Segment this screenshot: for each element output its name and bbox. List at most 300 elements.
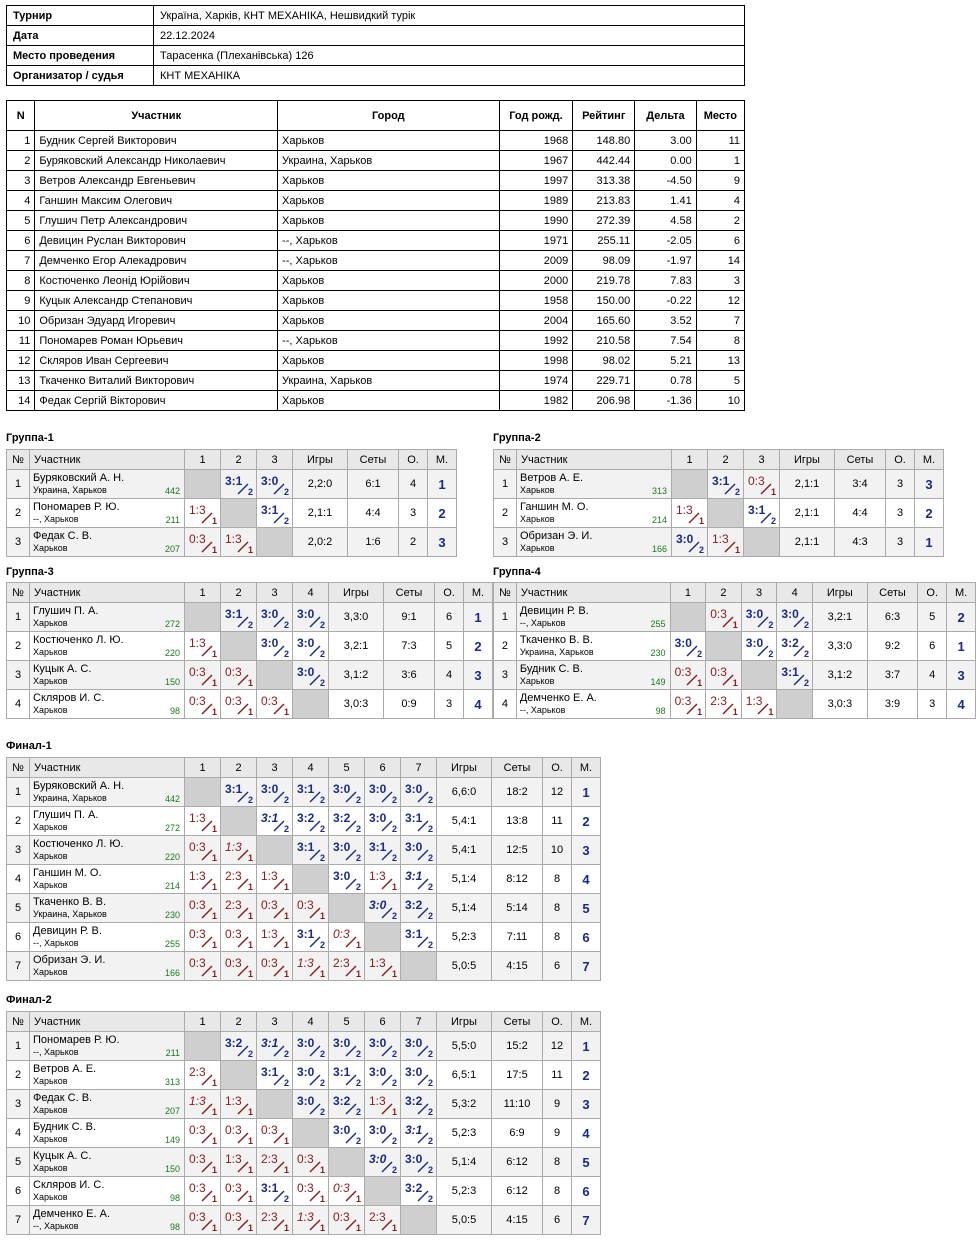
result-points: 2 [427, 1049, 433, 1059]
grid-result-cell [706, 690, 742, 719]
result [221, 836, 256, 864]
player-city: Украина, Харьков [33, 909, 107, 919]
result-points: 2 [391, 853, 397, 863]
result-points: 2 [355, 824, 361, 834]
grid-result-cell [185, 865, 221, 894]
participant-cell: 6 [7, 231, 35, 251]
grid-sets: 9:2 [867, 632, 918, 661]
result-points: 1 [319, 1194, 325, 1204]
result-score: 0:3 [189, 1210, 206, 1224]
result-score: 3:0 [297, 1094, 315, 1108]
grid-result-cell [329, 1119, 365, 1148]
result [329, 865, 364, 893]
grid-player-no: 3 [7, 661, 30, 690]
grid-result-cell [221, 923, 257, 952]
result [257, 1206, 292, 1234]
place-value: 2 [474, 638, 482, 654]
grid-player-cell [30, 836, 185, 865]
grid-header-opponent: 2 [221, 758, 257, 778]
result-points: 2 [804, 620, 810, 630]
result-points: 1 [247, 1194, 253, 1204]
grid-points: 10 [543, 836, 572, 865]
participant-row [7, 371, 745, 391]
result [185, 923, 220, 951]
result-score: 1:3 [261, 869, 278, 883]
grid-player-no: 4 [7, 1119, 30, 1148]
player-name: Ветров А. Е. [520, 472, 584, 484]
participant-cell: 229.71 [573, 371, 635, 391]
result [185, 1206, 220, 1234]
grid-sets: 0:9 [384, 690, 435, 719]
grid-header-row [7, 583, 493, 603]
grid-header-opponent: 1 [185, 450, 221, 470]
info-row [7, 26, 745, 46]
result-points: 1 [768, 707, 774, 717]
grid-place [428, 528, 457, 557]
grid-player-no: 1 [494, 603, 517, 632]
result-score: 3:1 [261, 1065, 279, 1079]
result-points: 2 [319, 824, 325, 834]
player-city: Харьков [33, 880, 68, 890]
grid-result-cell [365, 1090, 401, 1119]
grid-diagonal-cell [329, 1148, 365, 1177]
participant-cell: Харьков [278, 311, 500, 331]
result-points: 2 [283, 1194, 289, 1204]
player-name: Ткаченко В. В. [33, 896, 107, 908]
result-score: 0:3 [333, 1210, 350, 1224]
grid-diagonal-cell [257, 528, 293, 557]
grid-player-no: 2 [494, 499, 517, 528]
grid-result-cell [365, 952, 401, 981]
result-score: 3:2 [405, 1181, 423, 1195]
player-name: Куцык А. С. [33, 663, 92, 675]
result-points: 2 [247, 487, 253, 497]
result [777, 603, 812, 631]
grid-sets: 3:6 [384, 661, 435, 690]
result-points: 1 [211, 516, 217, 526]
result-score: 0:3 [748, 474, 765, 488]
grid-result-cell [401, 923, 437, 952]
result-score: 3:0 [369, 1123, 387, 1137]
result-score: 0:3 [189, 1152, 206, 1166]
grid-player-no: 7 [7, 1206, 30, 1235]
grid-header-opponent: 4 [293, 1012, 329, 1032]
place-value: 3 [582, 1096, 590, 1112]
grid-player-no: 3 [7, 1090, 30, 1119]
grid-sets: 6:3 [867, 603, 918, 632]
result-points: 2 [319, 678, 325, 688]
result-points: 2 [247, 795, 253, 805]
player-name: Буряковский А. Н. [33, 780, 125, 792]
grid-result-cell [293, 1061, 329, 1090]
participant-cell: 2 [696, 211, 744, 231]
place-value: 3 [582, 842, 590, 858]
result-points: 2 [391, 795, 397, 805]
player-name: Буряковский А. Н. [33, 472, 125, 484]
result [401, 1061, 436, 1089]
grid-points: 8 [543, 1177, 572, 1206]
place-value: 1 [957, 638, 965, 654]
grid-header-opponent: 3 [257, 583, 293, 603]
result-score: 3:1 [405, 811, 423, 825]
grid-result-cell [185, 499, 221, 528]
participant-cell: 213.83 [573, 191, 635, 211]
grid-games: 5,3:2 [437, 1090, 492, 1119]
result-points: 1 [247, 911, 253, 921]
result-points: 2 [427, 824, 433, 834]
participant-cell: 10 [696, 391, 744, 411]
grid-player-row [494, 528, 944, 557]
info-value: Україна, Харків, КНТ МЕХАНІКА, Нешвидкий турік [154, 6, 745, 26]
result-points: 2 [427, 1107, 433, 1117]
grid-player-cell [30, 894, 185, 923]
result [365, 1119, 400, 1147]
result-points: 2 [319, 940, 325, 950]
grid-result-cell [401, 1148, 437, 1177]
player-rating: 207 [164, 544, 180, 554]
grid-result-cell [221, 1090, 257, 1119]
grid-player-cell [30, 499, 185, 528]
grid-points: 4 [435, 661, 464, 690]
grid-player-row [7, 528, 457, 557]
result [329, 1119, 364, 1147]
player-rating: 230 [650, 648, 666, 658]
grid-result-cell [293, 778, 329, 807]
result [257, 952, 292, 980]
participant-cell: 272.39 [573, 211, 635, 231]
grid-place [947, 690, 976, 719]
place-value: 3 [957, 667, 965, 683]
grid-games: 5,4:1 [437, 836, 492, 865]
grid-diagonal-cell [185, 603, 221, 632]
grid-player-row [7, 1148, 601, 1177]
result-points: 2 [247, 1049, 253, 1059]
participant-cell: Скляров Иван Сергеевич [35, 351, 278, 371]
result-score: 1:3 [676, 503, 693, 517]
result [365, 778, 400, 806]
participant-cell: 14 [7, 391, 35, 411]
grid-diagonal-cell [706, 632, 742, 661]
grid-diagonal-cell [293, 865, 329, 894]
result-score: 1:3 [369, 869, 386, 883]
participants-header: N [7, 101, 35, 131]
result [401, 1119, 436, 1147]
result [257, 690, 292, 718]
result-points: 1 [697, 707, 703, 717]
grid-result-cell [741, 690, 777, 719]
grid-result-cell [293, 1032, 329, 1061]
grid-header-row [7, 1012, 601, 1032]
group-title: Группа-4 [493, 566, 541, 578]
grid-player-cell [30, 470, 185, 499]
participant-cell: 0.00 [635, 151, 697, 171]
grid-result-cell [670, 661, 706, 690]
result-score: 1:3 [745, 694, 763, 708]
result [293, 1148, 328, 1176]
player-rating: 211 [165, 1048, 180, 1058]
participant-cell: 1989 [499, 191, 573, 211]
result [185, 807, 220, 835]
player-city: Харьков [519, 676, 555, 686]
result-points: 1 [247, 882, 253, 892]
result [401, 923, 436, 951]
participant-cell: Будник Сергей Викторович [35, 131, 278, 151]
grid-header-opponent: 3 [744, 450, 780, 470]
info-row [7, 66, 745, 86]
player-rating: 230 [164, 910, 180, 920]
grid-place [572, 1206, 601, 1235]
result-score: 0:3 [261, 956, 278, 970]
result [365, 807, 400, 835]
grid-place [572, 952, 601, 981]
grid-header-games: Игры [813, 583, 868, 603]
grid-sets: 17:5 [492, 1061, 543, 1090]
result-score: 3:0 [333, 869, 351, 883]
grid-place [915, 470, 944, 499]
grid-points: 3 [399, 499, 428, 528]
participant-cell: 7.83 [635, 271, 697, 291]
place-value: 4 [582, 1125, 590, 1141]
grid-result-cell [185, 632, 221, 661]
result-score: 1:3 [189, 636, 206, 650]
result-points: 2 [391, 1049, 397, 1059]
result [329, 1177, 364, 1205]
grid-result-cell [365, 1206, 401, 1235]
result-points: 2 [734, 487, 740, 497]
result-points: 1 [283, 1223, 289, 1233]
result-score: 0:3 [297, 1181, 314, 1195]
result [329, 952, 364, 980]
result [185, 661, 220, 689]
result-score: 0:3 [225, 927, 242, 941]
grid-result-cell [257, 470, 293, 499]
grid-place [915, 499, 944, 528]
result-score: 3:0 [676, 532, 694, 546]
grid-result-cell [744, 470, 780, 499]
result-points: 2 [355, 1078, 361, 1088]
grid-result-cell [293, 952, 329, 981]
result-score: 3:0 [369, 1152, 387, 1166]
grid-diagonal-cell [221, 632, 257, 661]
result [257, 1119, 292, 1147]
grid-points: 8 [543, 865, 572, 894]
participant-cell: Обризан Эдуард Игоревич [35, 311, 278, 331]
grid-games: 6,5:1 [437, 1061, 492, 1090]
grid-result-cell [257, 865, 293, 894]
result-score: 3:0 [261, 607, 279, 621]
result-score: 0:3 [297, 1152, 314, 1166]
result-score: 3:1 [225, 474, 243, 488]
grid-result-cell [185, 1090, 221, 1119]
grid-player-row [7, 778, 601, 807]
grid-player-cell [30, 603, 185, 632]
participants-table [6, 100, 745, 411]
grid-header-no: № [494, 583, 517, 603]
player-rating: 220 [164, 852, 180, 862]
grid-place [572, 894, 601, 923]
grid-diagonal-cell [185, 1032, 221, 1061]
result [257, 778, 292, 806]
grid-points: 9 [543, 1119, 572, 1148]
result-score: 3:0 [333, 1036, 351, 1050]
participant-row [7, 211, 745, 231]
grid-place [464, 661, 493, 690]
grid-games: 5,0:5 [437, 952, 492, 981]
participant-row [7, 311, 745, 331]
grid-sets: 5:14 [492, 894, 543, 923]
grid-result-cell [672, 528, 708, 557]
grid-diagonal-cell [185, 778, 221, 807]
grid-points: 6 [543, 952, 572, 981]
grid-header-opponent: 2 [221, 450, 257, 470]
result-points: 1 [247, 1136, 253, 1146]
grid-games: 3,0:3 [329, 690, 384, 719]
grid-result-cell [257, 778, 293, 807]
grid-result-cell [221, 470, 257, 499]
player-rating: 313 [164, 1077, 180, 1087]
result-score: 3:0 [405, 840, 423, 854]
grid-result-cell [401, 1177, 437, 1206]
grid-player-no: 7 [7, 952, 30, 981]
grid-points: 3 [886, 470, 915, 499]
result-score: 3:0 [297, 607, 315, 621]
participants-header: Год рожд. [499, 101, 573, 131]
player-name: Ганшин М. О. [33, 867, 102, 879]
result [401, 1090, 436, 1118]
result-score: 1:3 [189, 811, 206, 825]
result-score: 2:3 [189, 1065, 206, 1079]
grid-result-cell [257, 807, 293, 836]
grid-player-cell [30, 865, 185, 894]
result-points: 2 [319, 795, 325, 805]
grid-header-sets: Сеты [835, 450, 886, 470]
result-score: 0:3 [674, 665, 692, 679]
player-rating: 98 [169, 1222, 180, 1232]
grid-player-cell [30, 923, 185, 952]
result-score: 3:2 [781, 636, 799, 650]
result [329, 1061, 364, 1089]
result [221, 603, 256, 631]
grid-diagonal-cell [221, 807, 257, 836]
grid-result-cell [401, 865, 437, 894]
grid-place [572, 865, 601, 894]
place-value: 4 [474, 696, 482, 712]
player-rating: 207 [164, 1106, 180, 1116]
participant-cell: 7.54 [635, 331, 697, 351]
participant-cell: -2.05 [635, 231, 697, 251]
player-rating: 98 [169, 706, 180, 716]
grid-games: 5,4:1 [437, 807, 492, 836]
result-points: 2 [247, 620, 253, 630]
result-points: 1 [211, 969, 217, 979]
result [777, 661, 812, 689]
result [365, 1206, 400, 1234]
participant-cell: -1.36 [635, 391, 697, 411]
result-score: 0:3 [297, 898, 314, 912]
grid-result-cell [257, 894, 293, 923]
group-title: Группа-2 [493, 432, 541, 444]
grid-result-cell [365, 1061, 401, 1090]
player-name: Будник С. В. [519, 663, 583, 675]
result-score: 3:1 [405, 869, 423, 883]
grid-sets: 12:5 [492, 836, 543, 865]
result [221, 1119, 256, 1147]
info-value: 22.12.2024 [154, 26, 745, 46]
player-name: Пономарев Р. Ю. [33, 501, 120, 513]
participant-cell: 206.98 [573, 391, 635, 411]
result [742, 603, 777, 631]
result-points: 2 [283, 487, 289, 497]
participant-cell: --, Харьков [278, 251, 500, 271]
grid-header-points: О. [435, 583, 464, 603]
grid-result-cell [708, 528, 744, 557]
result [257, 923, 292, 951]
player-rating: 149 [650, 677, 666, 687]
participant-cell: 1968 [499, 131, 573, 151]
result [671, 632, 706, 660]
participant-cell: 1 [7, 131, 35, 151]
grid-player-no: 1 [494, 470, 517, 499]
participant-cell: 1997 [499, 171, 573, 191]
grid-result-cell [401, 1061, 437, 1090]
grid-diagonal-cell [672, 470, 708, 499]
participant-cell: 98.02 [573, 351, 635, 371]
result-score: 3:2 [333, 1094, 351, 1108]
result-points: 1 [283, 882, 289, 892]
grid-player-cell [516, 661, 670, 690]
result [221, 690, 256, 718]
grid-games: 3,0:3 [813, 690, 868, 719]
result [221, 1206, 256, 1234]
result [185, 1119, 220, 1147]
grid-games: 5,2:3 [437, 923, 492, 952]
grid-player-cell [517, 499, 672, 528]
grid-player-no: 1 [7, 470, 30, 499]
participant-cell: Федак Сергій Вікторович [35, 391, 278, 411]
participant-cell: 150.00 [573, 291, 635, 311]
grid-player-no: 2 [494, 632, 517, 661]
grid-result-cell [706, 603, 742, 632]
grid-games: 5,5:0 [437, 1032, 492, 1061]
player-city: --, Харьков [33, 1221, 79, 1231]
grid-diagonal-cell [741, 661, 777, 690]
result [257, 1061, 292, 1089]
participant-cell: Ткаченко Виталий Викторович [35, 371, 278, 391]
player-rating: 150 [164, 1164, 180, 1174]
grid-games: 5,1:4 [437, 865, 492, 894]
player-name: Ветров А. Е. [33, 1063, 97, 1075]
result [329, 807, 364, 835]
participant-cell: 2009 [499, 251, 573, 271]
result-score: 3:1 [712, 474, 730, 488]
grid-result-cell [257, 1061, 293, 1090]
grid-diagonal-cell [365, 923, 401, 952]
grid-sets: 4:4 [835, 499, 886, 528]
grid-result-cell [365, 894, 401, 923]
player-city: Харьков [33, 618, 68, 628]
grid-player-row [7, 1032, 601, 1061]
grid-result-cell [293, 1148, 329, 1177]
place-value: 6 [582, 929, 590, 945]
grid-games: 2,1:1 [293, 499, 348, 528]
player-city: Харьков [520, 543, 555, 553]
result [221, 865, 256, 893]
result-points: 1 [734, 545, 740, 555]
participant-cell: -4.50 [635, 171, 697, 191]
grid-header-no: № [7, 758, 30, 778]
result-points: 2 [427, 1078, 433, 1088]
player-name: Федак С. В. [33, 1092, 93, 1104]
